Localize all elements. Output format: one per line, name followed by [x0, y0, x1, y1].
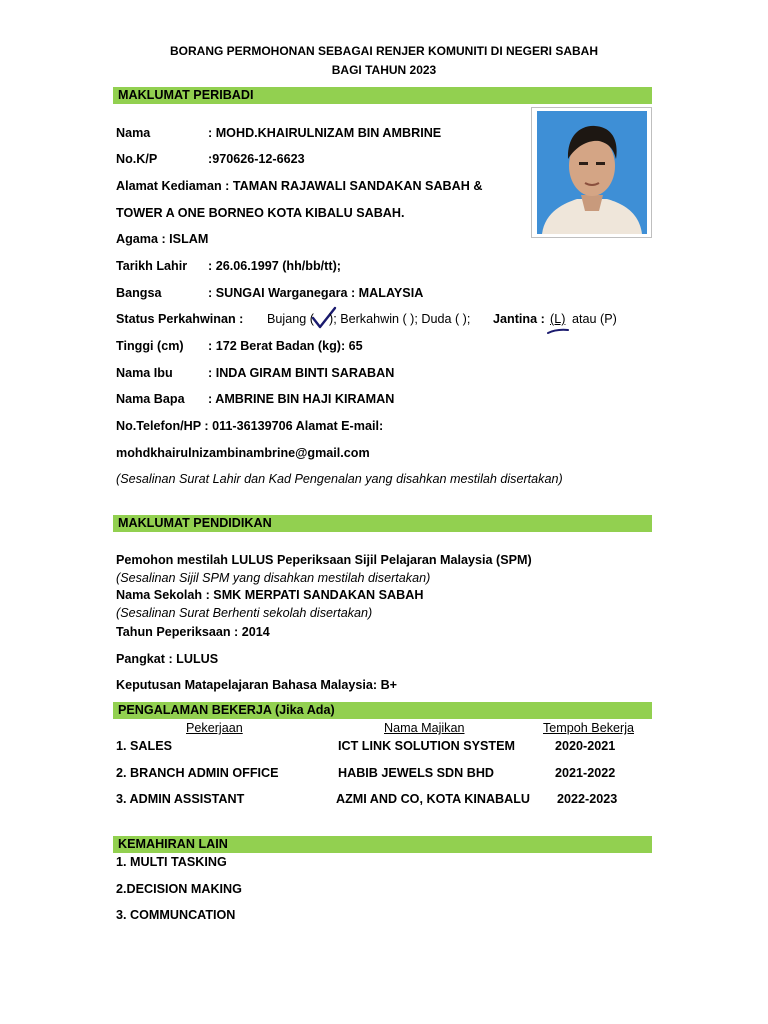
tinggi-value: : 172 Berat Badan (kg): 65 — [208, 339, 363, 353]
sekolah-note: (Sesalinan Surat Berhenti sekolah disertakan) — [116, 606, 373, 620]
section-title-education: MAKLUMAT PENDIDIKAN — [118, 516, 272, 530]
alamat-line1: Alamat Kediaman : TAMAN RAJAWALI SANDAKAN SABAH & — [116, 179, 483, 193]
section-title-personal: MAKLUMAT PERIBADI — [118, 88, 254, 102]
ibu-label: Nama Ibu — [116, 366, 173, 380]
pangkat-line: Pangkat : LULUS — [116, 652, 219, 666]
nama-label: Nama — [116, 126, 151, 140]
jantina-rest: atau (P) — [572, 312, 617, 326]
alamat-line2: TOWER A ONE BORNEO KOTA KIBALU SABAH. — [116, 206, 405, 220]
kp-value: :970626-12-6623 — [208, 152, 305, 166]
ibu-value: : INDA GIRAM BINTI SARABAN — [208, 366, 395, 380]
exp-header-pekerjaan: Pekerjaan — [186, 721, 243, 735]
exp-row-1-tempoh: 2020-2021 — [555, 739, 616, 753]
exp-row-3-tempoh: 2022-2023 — [557, 792, 618, 806]
bapa-value: : AMBRINE BIN HAJI KIRAMAN — [208, 392, 395, 406]
bangsa-value: : SUNGAI Warganegara : MALAYSIA — [208, 286, 424, 300]
exp-row-2-pekerjaan: 2. BRANCH ADMIN OFFICE — [116, 766, 279, 780]
status-bujang: Bujang ( — [267, 312, 314, 326]
tarikh-label: Tarikh Lahir — [116, 259, 188, 273]
skill-item-2: 2.DECISION MAKING — [116, 882, 242, 896]
skill-item-3: 3. COMMUNCATION — [116, 908, 236, 922]
section-title-experience: PENGALAMAN BEKERJA (Jika Ada) — [118, 703, 335, 717]
exp-row-3-pekerjaan: 3. ADMIN ASSISTANT — [116, 792, 245, 806]
sekolah-line: Nama Sekolah : SMK MERPATI SANDAKAN SABAH — [116, 588, 424, 602]
tarikh-value: : 26.06.1997 (hh/bb/tt); — [208, 259, 341, 273]
status-berkahwin: ); Berkahwin ( ); Duda ( ); — [329, 312, 471, 326]
exp-header-majikan: Nama Majikan — [384, 721, 465, 735]
applicant-photo — [531, 107, 652, 238]
jantina-label: Jantina : — [493, 312, 545, 326]
section-bar-skills — [113, 836, 652, 853]
exp-row-1-majikan: ICT LINK SOLUTION SYSTEM — [338, 739, 516, 753]
status-label: Status Perkahwinan : — [116, 312, 244, 326]
handwritten-underline-icon — [546, 326, 570, 336]
exp-row-3-majikan: AZMI AND CO, KOTA KINABALU — [336, 792, 531, 806]
agama-line: Agama : ISLAM — [116, 232, 209, 246]
exp-row-1-pekerjaan: 1. SALES — [116, 739, 172, 753]
section-bar-education — [113, 515, 652, 532]
bapa-label: Nama Bapa — [116, 392, 185, 406]
spm-line: Pemohon mestilah LULUS Peperiksaan Sijil Pelajaran Malaysia (SPM) — [116, 553, 532, 567]
kp-label: No.K/P — [116, 152, 158, 166]
tahun-line: Tahun Peperiksaan : 2014 — [116, 625, 270, 639]
section-title-skills: KEMAHIRAN LAIN — [118, 837, 228, 851]
tinggi-label: Tinggi (cm) — [116, 339, 184, 353]
personal-note: (Sesalinan Surat Lahir dan Kad Pengenalan yang disahkan mestilah disertakan) — [116, 472, 563, 486]
email-line: mohdkhairulnizambinambrine@gmail.com — [116, 446, 370, 460]
bangsa-label: Bangsa — [116, 286, 162, 300]
form-title-line2: BAGI TAHUN 2023 — [331, 63, 437, 77]
form-title-line1: BORANG PERMOHONAN SEBAGAI RENJER KOMUNITI DI NEGERI SABAH — [169, 44, 599, 58]
exp-row-2-majikan: HABIB JEWELS SDN BHD — [338, 766, 495, 780]
exp-header-tempoh: Tempoh Bekerja — [543, 721, 635, 735]
section-bar-personal — [113, 87, 652, 104]
jantina-l: (L) — [550, 312, 566, 326]
nama-value: : MOHD.KHAIRULNIZAM BIN AMBRINE — [208, 126, 442, 140]
exp-row-2-tempoh: 2021-2022 — [555, 766, 616, 780]
spm-note: (Sesalinan Sijil SPM yang disahkan mestilah disertakan) — [116, 571, 431, 585]
keputusan-line: Keputusan Matapelajaran Bahasa Malaysia: B+ — [116, 678, 398, 692]
telefon-line: No.Telefon/HP : 011-36139706 Alamat E-mail: — [116, 419, 384, 433]
skill-item-1: 1. MULTI TASKING — [116, 855, 227, 869]
section-bar-experience — [113, 702, 652, 719]
portrait-icon — [537, 111, 647, 234]
